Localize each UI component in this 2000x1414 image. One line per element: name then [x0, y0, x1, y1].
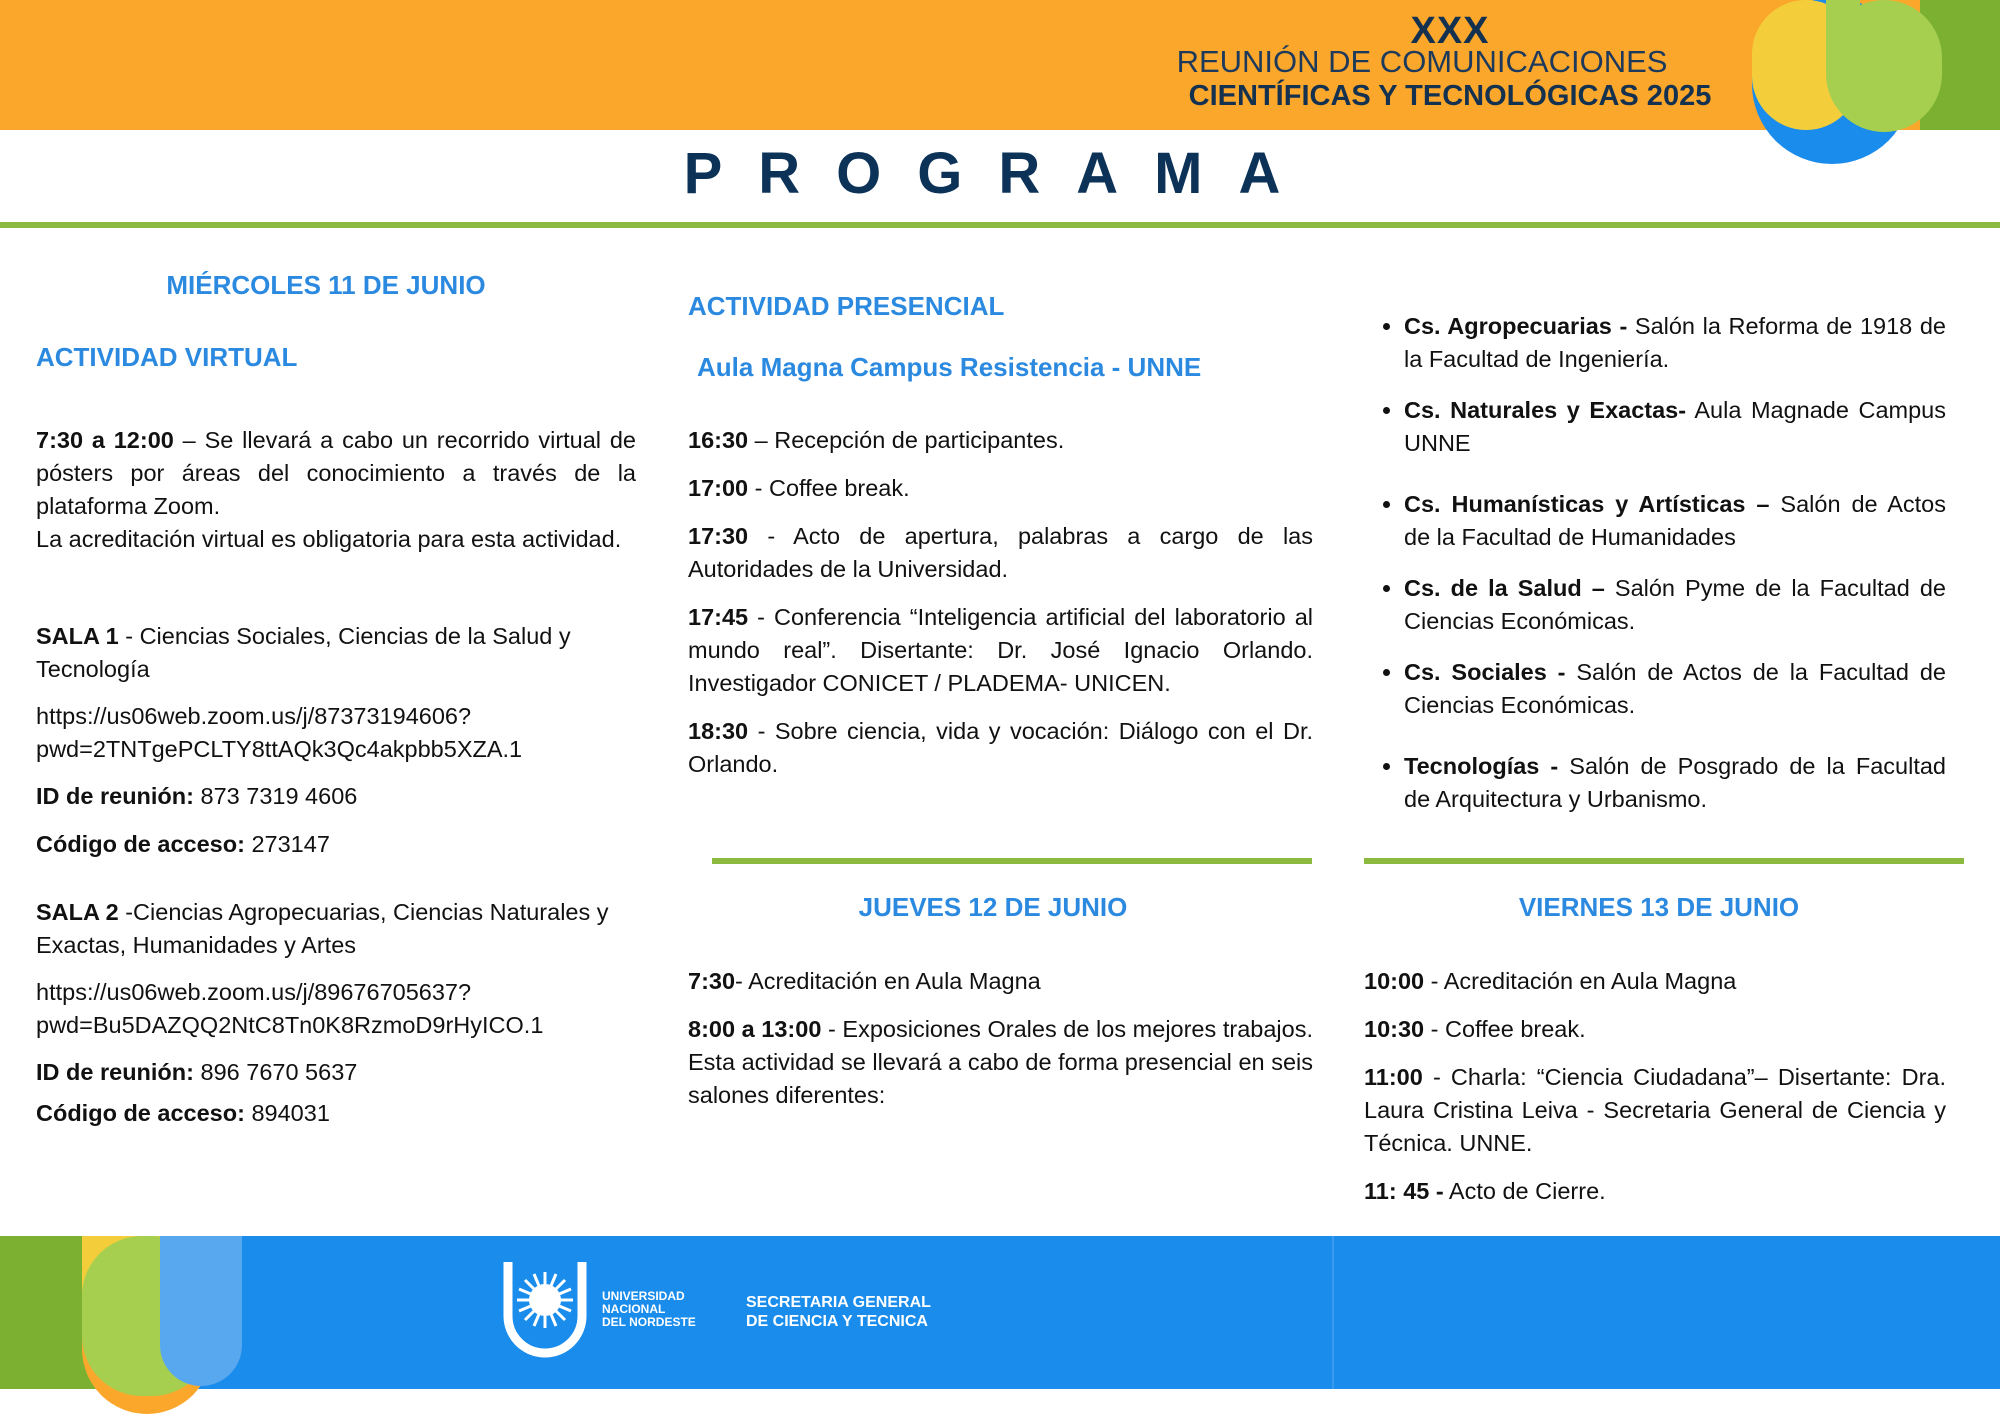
sala2-code: 894031 [244, 1100, 330, 1126]
footer-divider [1332, 1236, 1334, 1389]
sala2-code-label: Código de acceso: [36, 1100, 245, 1126]
day-heading-friday: VIERNES 13 DE JUNIO [1518, 892, 1800, 922]
list-item: • Cs. Naturales y Exactas- Aula Magnade Campus UNNE [1404, 394, 1946, 460]
edition-number: XXX [1410, 10, 1490, 52]
wednesday-schedule [688, 424, 1313, 781]
schedule-item: 17:45 - Conferencia “Inteligencia artificial del laboratorio al mundo real”. Disertante: Dr. José Ignacio Orlando. Investigador CONICET / PLADEMA- UNICEN. [688, 604, 1313, 696]
sala1-text: - Ciencias Sociales, Ciencias de la Salud y Tecnología [36, 623, 571, 682]
thursday-schedule [688, 965, 1313, 1112]
list-item: • Cs. Sociales - Salón de Actos de la Facultad de Ciencias Económicas. [1404, 656, 1946, 722]
title-divider [0, 222, 2000, 228]
footer-decoration [0, 1236, 260, 1414]
intro-text: – Se llevará a cabo un recorrido virtual de pósters por áreas del conocimiento a través de la plataforma Zoom. [36, 427, 636, 519]
schedule-item: 10:30 - Coffee break. [1364, 1016, 1586, 1042]
rooms-list [1368, 310, 1946, 834]
list-item: • Cs. de la Salud – Salón Pyme de la Facultad de Ciencias Económicas. [1404, 572, 1946, 638]
sala2-zoom-link[interactable]: https://us06web.zoom.us/j/89676705637? pwd=Bu5DAZQQ2NtC8Tn0K8RzmoD9rHyICO.1 [36, 979, 544, 1038]
schedule-item: 18:30 - Sobre ciencia, vida y vocación: Diálogo con el Dr. Orlando. [688, 718, 1313, 777]
event-title-line-1: REUNIÓN DE COMUNICACIONES [1176, 44, 1668, 79]
activity-heading-virtual: ACTIVIDAD VIRTUAL [36, 342, 298, 372]
schedule-item: 7:30- Acreditación en Aula Magna [688, 968, 1041, 994]
day-heading-wednesday: MIÉRCOLES 11 DE JUNIO [166, 270, 486, 300]
event-title-line-2: CIENTÍFICAS Y TECNOLÓGICAS 2025 [1188, 80, 1712, 112]
sala2-text: -Ciencias Agropecuarias, Ciencias Naturales y Exactas, Humanidades y Artes [36, 899, 609, 958]
schedule-item: 8:00 a 13:00 - Exposiciones Orales de los mejores trabajos. Esta actividad se llevará a cabo de forma presencial en seis salones diferentes: [688, 1016, 1313, 1108]
intro-time: 7:30 a 12:00 [36, 427, 174, 453]
sala1-label: SALA 1 [36, 623, 119, 649]
sala1-code-label: Código de acceso: [36, 831, 245, 857]
venue-heading: Aula Magna Campus Resistencia - UNNE [697, 352, 1202, 382]
schedule-item: 11: 45 - Acto de Cierre. [1364, 1178, 1606, 1204]
intro-note: La acreditación virtual es obligatoria para esta actividad. [36, 526, 622, 552]
secretariat-name: SECRETARIA GENERAL DE CIENCIA Y TECNICA [746, 1294, 931, 1330]
sala1-id: 873 7319 4606 [193, 783, 358, 809]
section-divider [1364, 858, 1964, 864]
section-divider [712, 858, 1312, 864]
list-item: • Cs. Agropecuarias - Salón la Reforma de 1918 de la Facultad de Ingeniería. [1404, 310, 1946, 376]
sala1-code: 273147 [244, 831, 330, 857]
sala2-id: 896 7670 5637 [193, 1059, 358, 1085]
university-name: UNIVERSIDAD NACIONAL DEL NORDESTE [602, 1289, 696, 1329]
sala2-block [36, 896, 636, 1130]
activity-heading-presencial: ACTIVIDAD PRESENCIAL [688, 291, 1005, 321]
schedule-item: 11:00 - Charla: “Ciencia Ciudadana”– Disertante: Dra. Laura Cristina Leiva - Secretaria General de Ciencia y Técnica. UNNE. [1364, 1064, 1946, 1156]
page-title: PROGRAMA [683, 141, 1317, 206]
sala1-zoom-link[interactable]: https://us06web.zoom.us/j/87373194606? pwd=2TNTgePCLTY8ttAQk3Qc4akpbb5XZA.1 [36, 703, 523, 762]
schedule-item: 17:00 - Coffee break. [688, 475, 910, 501]
friday-schedule [1364, 965, 1946, 1208]
schedule-item: 16:30 – Recepción de participantes. [688, 427, 1065, 453]
schedule-item: 17:30 - Acto de apertura, palabras a cargo de las Autoridades de la Universidad. [688, 523, 1313, 582]
schedule-item: 10:00 - Acreditación en Aula Magna [1364, 968, 1737, 994]
list-item: • Tecnologías - Salón de Posgrado de la Facultad de Arquitectura y Urbanismo. [1404, 750, 1946, 816]
virtual-intro [36, 424, 636, 556]
footer-band [0, 1236, 2000, 1389]
sala2-label: SALA 2 [36, 899, 119, 925]
day-heading-thursday: JUEVES 12 DE JUNIO [858, 892, 1128, 922]
list-item: • Cs. Humanísticas y Artísticas – Salón de Actos de la Facultad de Humanidades [1404, 488, 1946, 554]
sala2-id-label: ID de reunión: [36, 1059, 194, 1085]
university-logo-icon [502, 1260, 588, 1360]
sala1-id-label: ID de reunión: [36, 783, 194, 809]
sala1-block [36, 620, 636, 861]
